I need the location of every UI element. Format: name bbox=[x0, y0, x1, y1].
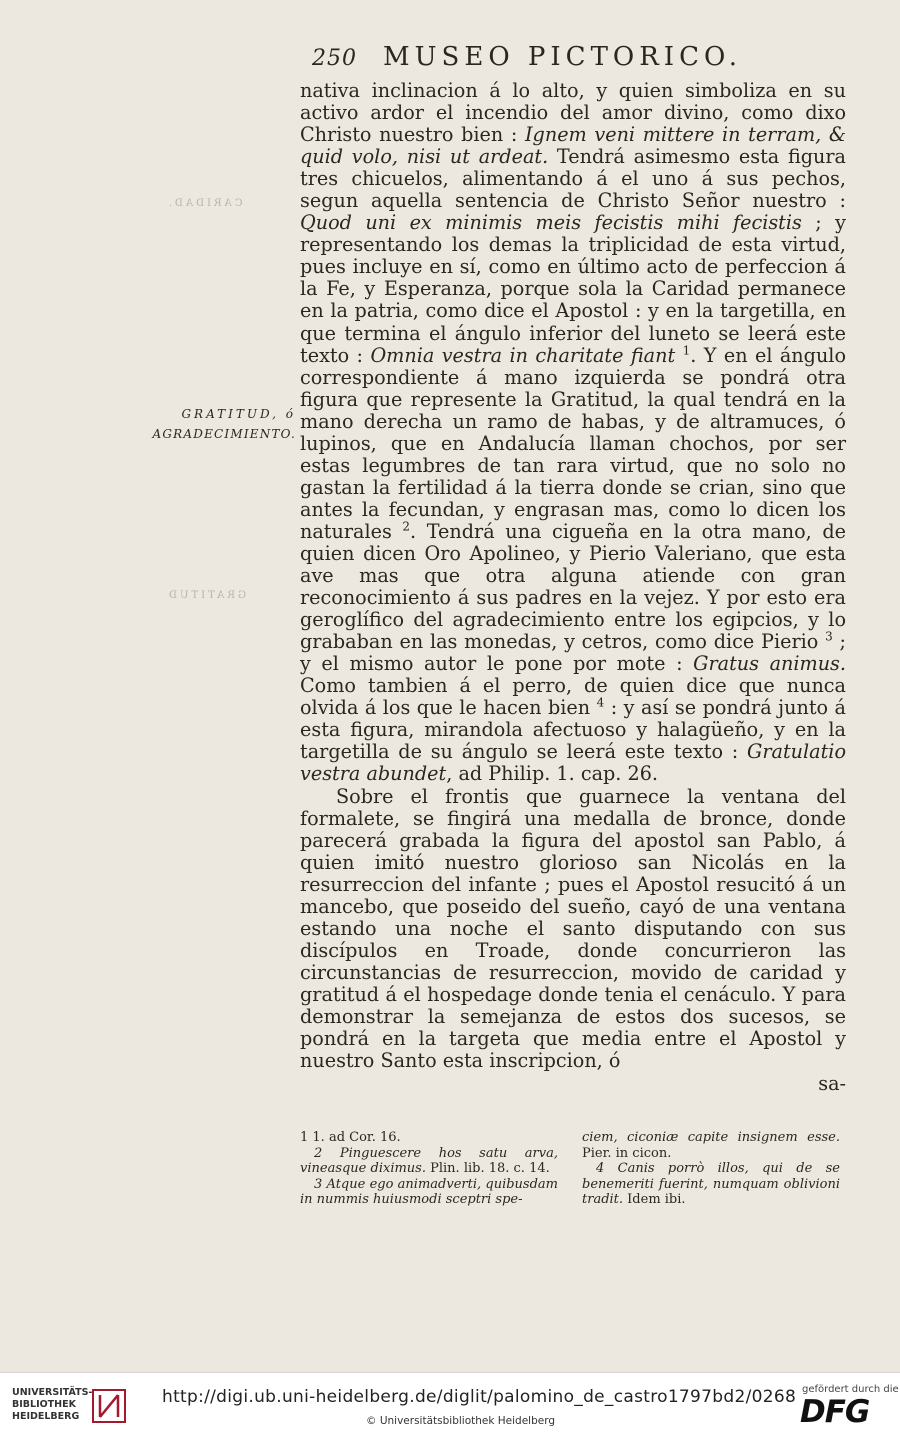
margin-note-line: GRATITUD, ó bbox=[181, 407, 296, 421]
text-run: ; y representando los demas la triplicidad de esta virtud, pues incluye en sí, como en último acto de perfeccion á la Fe, y Esperanza, porque sola la Caridad permanece en la patria, como dice el Apostol : y en la targetilla, en que termina el ángulo inferior del luneto se leerá este texto : bbox=[300, 211, 846, 367]
funding-label: gefördert durch die bbox=[802, 1384, 899, 1395]
logo-line: BIBLIOTHEK bbox=[12, 1399, 76, 1410]
footnote-source: Pier. in cicon. bbox=[582, 1145, 672, 1161]
footnote-column-left bbox=[300, 1130, 558, 1208]
text-run: Tendrá asimesmo esta figura tres chicuelos, alimentando á el uno á sus pechos, segun aquella sentencia de Christo Señor nuestro : bbox=[300, 145, 846, 213]
logo-line: UNIVERSITÄTS- bbox=[12, 1387, 93, 1398]
footnote-source: Plin. lib. 18. c. 14. bbox=[425, 1161, 550, 1176]
footnote: 3 Atque ego animadverti, quibusdam in nummis huiusmodi sceptri spe- bbox=[300, 1176, 558, 1207]
footnote-quote: ciem, ciconiæ capite insignem esse. bbox=[582, 1130, 840, 1145]
page-number: 250 bbox=[312, 46, 357, 71]
footnote bbox=[582, 1161, 840, 1208]
footnote: 1 1. ad Cor. 16. bbox=[300, 1130, 401, 1145]
footnote-source: Idem ibi. bbox=[623, 1192, 686, 1207]
footnote-quote: 4 Canis porrò illos, qui de se benemeriti fuerint, numquam oblivioni tradit. bbox=[582, 1161, 840, 1207]
margin-note bbox=[108, 404, 296, 444]
paragraph: Sobre el frontis que guarnece la ventana del formalete, se fingirá una medalla de bronce, donde parecerá grabada la figura del apostol san Pablo, á quien imitó nuestro glorioso san Nicolás en la resurreccion del infante ; pues el Apostol resucitó á un mancebo, que poseido del sueño, cayó de una ventana estando una noche el santo disputando con sus discípulos en Troade, donde concurrieron las circunstancias de resurreccion, movido de caridad y gratitud á el hospedage donde tenia el cenáculo. Y para demonstrar la semejanza de estos dos sucesos, se pondrá en la targeta que media entre el Apostol y nuestro Santo esta inscripcion, ó bbox=[300, 784, 846, 1073]
footnote-ref: 4 bbox=[596, 695, 605, 710]
text-run: ; y el mismo autor le pone por mote : bbox=[300, 630, 846, 676]
paragraph bbox=[300, 80, 846, 786]
copyright: © Universitätsbibliothek Heidelberg bbox=[366, 1415, 556, 1427]
footnote-column-right bbox=[582, 1130, 840, 1208]
dfg-logo: DFG bbox=[800, 1394, 870, 1430]
latin-quote: Gratulatio vestra abundet bbox=[300, 740, 846, 786]
bleed-through-text: GRATITUD bbox=[166, 590, 246, 601]
footnote-quote: 2 Pinguescere hos satu arva, vineasque diximus. bbox=[300, 1145, 558, 1176]
viewer-footer bbox=[0, 1372, 900, 1439]
latin-quote: Ignem veni mittere in terram, & quid volo, nisi ut ardeat. bbox=[300, 123, 846, 169]
bleed-through-text: CARIDAD. bbox=[166, 198, 243, 209]
text-run: . Tendrá una cigueña en la otra mano, de quien dicen Oro Apolineo, y Pierio Valeriano, que esta ave mas que otra alguna atiende con gran reconocimiento á sus padres en la vejez. Y por esto era geroglífico del agradecimiento entre los egipcios, y lo grababan en las monedas, y cetros, como dice Pierio bbox=[300, 519, 846, 654]
library-logo-text bbox=[12, 1387, 92, 1423]
footnote bbox=[300, 1146, 558, 1177]
latin-quote: Gratus animus. bbox=[693, 652, 847, 676]
permalink[interactable]: http://digi.ub.uni-heidelberg.de/diglit/palomino_de_castro1797bd2/0268 bbox=[162, 1387, 797, 1407]
catchword: sa- bbox=[818, 1072, 846, 1096]
text-run: nativa inclinacion á lo alto, y quien simboliza en su activo ardor el incendio del amor divino, como dixo Christo nuestro bien : bbox=[300, 79, 846, 147]
text-run: . Y en el ángulo correspondiente á mano izquierda se pondrá otra figura que represente la Gratitud, la qual tendrá en la mano derecha un ramo de habas, y de altramuces, ó lupinos, que en Andalucía llaman chochos, por ser estas legumbres de tan rara virtud, que no solo no gastan la fertilidad á la tierra donde se crian, sino que antes la fecundan, y engrasan mas, como lo dicen los naturales bbox=[300, 343, 846, 543]
body-text bbox=[300, 80, 846, 1095]
text-run: , ad Philip. 1. cap. 26. bbox=[446, 762, 659, 786]
margin-note-line: AGRADECIMIENTO. bbox=[152, 427, 296, 441]
text-run: : y así se pondrá junto á esta figura, mirandola afectuoso y halagüeño, y en la targetilla de su ángulo se leerá este texto : bbox=[300, 696, 846, 764]
footnote bbox=[582, 1130, 840, 1161]
footnote-ref: 3 bbox=[825, 629, 833, 644]
text-run: Como tambien á el perro, de quien dice que nunca olvida á los que le hacen bien bbox=[300, 674, 846, 720]
logo-line: HEIDELBERG bbox=[12, 1411, 80, 1422]
running-title: MUSEO PICTORICO. bbox=[383, 42, 743, 72]
latin-quote: Omnia vestra in charitate fiant bbox=[370, 343, 676, 367]
footnote-ref: 2 bbox=[402, 519, 411, 534]
footnote-ref: 1 bbox=[682, 343, 691, 358]
page-header bbox=[312, 42, 752, 82]
library-seal-icon bbox=[92, 1389, 126, 1423]
latin-quote: Quod uni ex minimis meis fecistis mihi fecistis bbox=[300, 211, 802, 235]
